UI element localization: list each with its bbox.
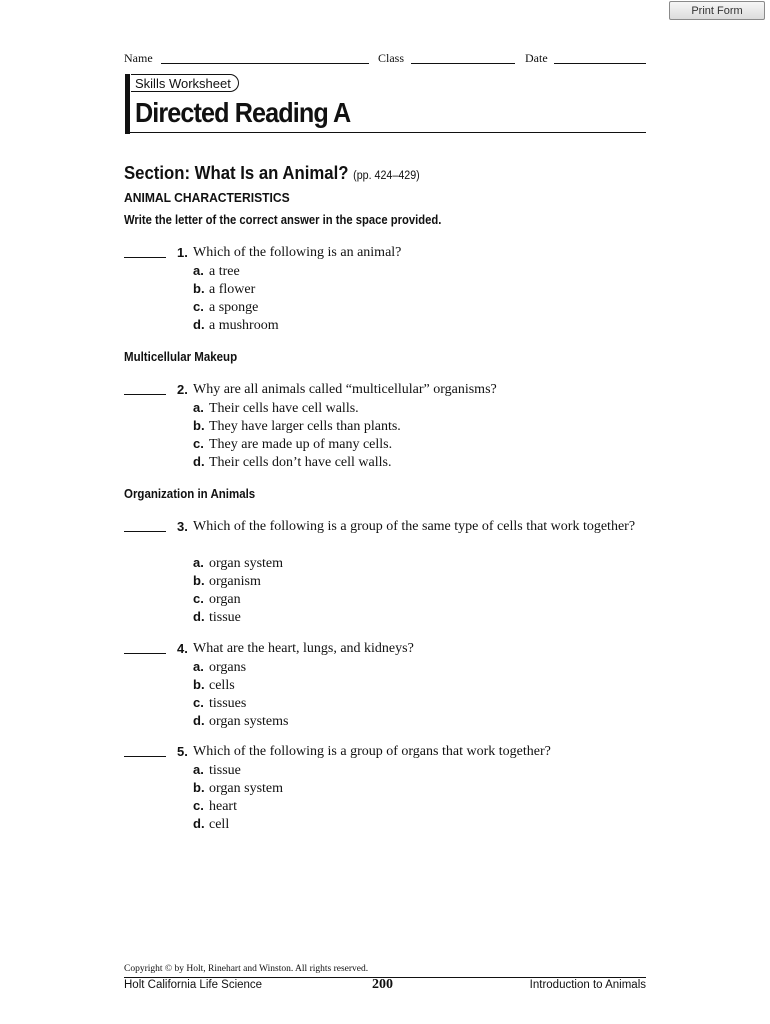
answer-blank-2[interactable] [124,394,166,395]
choice-text: organ system [209,781,284,796]
choice-text: organs [209,660,247,675]
choice-letter: c. [193,436,204,451]
choice-c [193,694,246,713]
choice-text: a mushroom [209,318,279,333]
choice-letter: a. [193,263,204,278]
question-1 [124,244,644,334]
date-label: Date [525,51,548,65]
question-number: 2. [177,382,188,397]
question-text: What are the heart, lungs, and kidneys? [193,641,414,656]
choice-letter: c. [193,299,204,314]
answer-blank-5[interactable] [124,756,166,757]
question-number: 1. [177,245,188,260]
choice-text: tissue [209,763,241,778]
choice-letter: c. [193,591,204,606]
choice-b [193,572,261,591]
choice-text: organ [209,592,241,607]
choice-letter: d. [193,454,205,469]
choice-letter: d. [193,713,205,728]
choice-letter: b. [193,677,205,692]
choice-letter: b. [193,780,205,795]
choice-letter: a. [193,762,204,777]
choice-text: tissues [209,696,247,711]
choice-letter: c. [193,798,204,813]
question-text: Why are all animals called “multicellular” organisms? [193,382,497,397]
subheading-animal-characteristics: ANIMAL CHARACTERISTICS [124,190,290,205]
choice-letter: a. [193,555,204,570]
choice-d [193,815,229,834]
choice-text: organ systems [209,714,289,729]
choice-letter: d. [193,816,205,831]
section-title [124,163,420,184]
choice-text: They have larger cells than plants. [209,419,401,434]
footer-book-title: Holt California Life Science [124,979,263,991]
choice-d [193,608,241,627]
choice-text: a sponge [209,300,259,315]
answer-blank-3[interactable] [124,531,166,532]
question-number: 5. [177,744,188,759]
choice-text: a tree [209,264,240,279]
choice-b [193,280,255,299]
title-divider [130,132,646,133]
question-2 [124,381,644,471]
subheading-multicellular: Multicellular Makeup [124,350,238,364]
choice-a [193,399,359,418]
choice-letter: b. [193,573,205,588]
choice-a [193,554,283,573]
section-title-text: Section: What Is an Animal? [124,163,349,183]
question-text: Which of the following is an animal? [193,245,402,260]
instructions: Write the letter of the correct answer in the space provided. [124,213,442,227]
choice-text: Their cells have cell walls. [209,401,359,416]
choice-letter: b. [193,418,205,433]
answer-blank-4[interactable] [124,653,166,654]
skills-worksheet-tab: Skills Worksheet [131,74,239,92]
choice-a [193,262,240,281]
date-field[interactable] [554,63,646,64]
choice-letter: c. [193,695,204,710]
choice-b [193,417,401,436]
name-field[interactable] [161,63,369,64]
choice-d [193,453,391,472]
choice-text: They are made up of many cells. [209,437,393,452]
choice-text: organ system [209,556,284,571]
choice-text: heart [209,799,237,814]
choice-letter: d. [193,317,205,332]
class-field[interactable] [411,63,515,64]
question-5 [124,743,644,833]
choice-d [193,316,279,335]
choice-c [193,435,392,454]
choice-letter: a. [193,400,204,415]
choice-text: cell [209,817,230,832]
class-label: Class [378,51,405,65]
section-pages: (pp. 424–429) [353,170,420,182]
question-number: 3. [177,519,188,534]
question-text: Which of the following is a group of the same type of cells that work together? [193,519,636,534]
name-label: Name [124,51,153,65]
page-title: Directed Reading A [135,97,351,128]
subheading-organization: Organization in Animals [124,487,256,501]
choice-b [193,779,283,798]
footer-page-number: 200 [372,977,393,992]
choice-c [193,797,237,816]
choice-letter: d. [193,609,205,624]
question-4 [124,640,644,730]
choice-text: tissue [209,610,241,625]
question-text: Which of the following is a group of organs that work together? [193,744,551,759]
title-accent-bar [125,74,130,134]
choice-letter: b. [193,281,205,296]
question-number: 4. [177,641,188,656]
copyright-notice: Copyright © by Holt, Rinehart and Winston. All rights reserved. [124,964,369,974]
choice-d [193,712,288,731]
print-form-button[interactable]: Print Form [669,1,765,20]
question-3 [124,518,644,626]
footer-chapter-title: Introduction to Animals [529,979,646,991]
choice-text: Their cells don’t have cell walls. [209,455,392,470]
choice-a [193,658,246,677]
choice-a [193,761,241,780]
choice-c [193,590,241,609]
answer-blank-1[interactable] [124,257,166,258]
choice-letter: a. [193,659,204,674]
choice-text: a flower [209,282,256,297]
choice-c [193,298,258,317]
choice-b [193,676,235,695]
choice-text: cells [209,678,235,693]
choice-text: organism [209,574,261,589]
